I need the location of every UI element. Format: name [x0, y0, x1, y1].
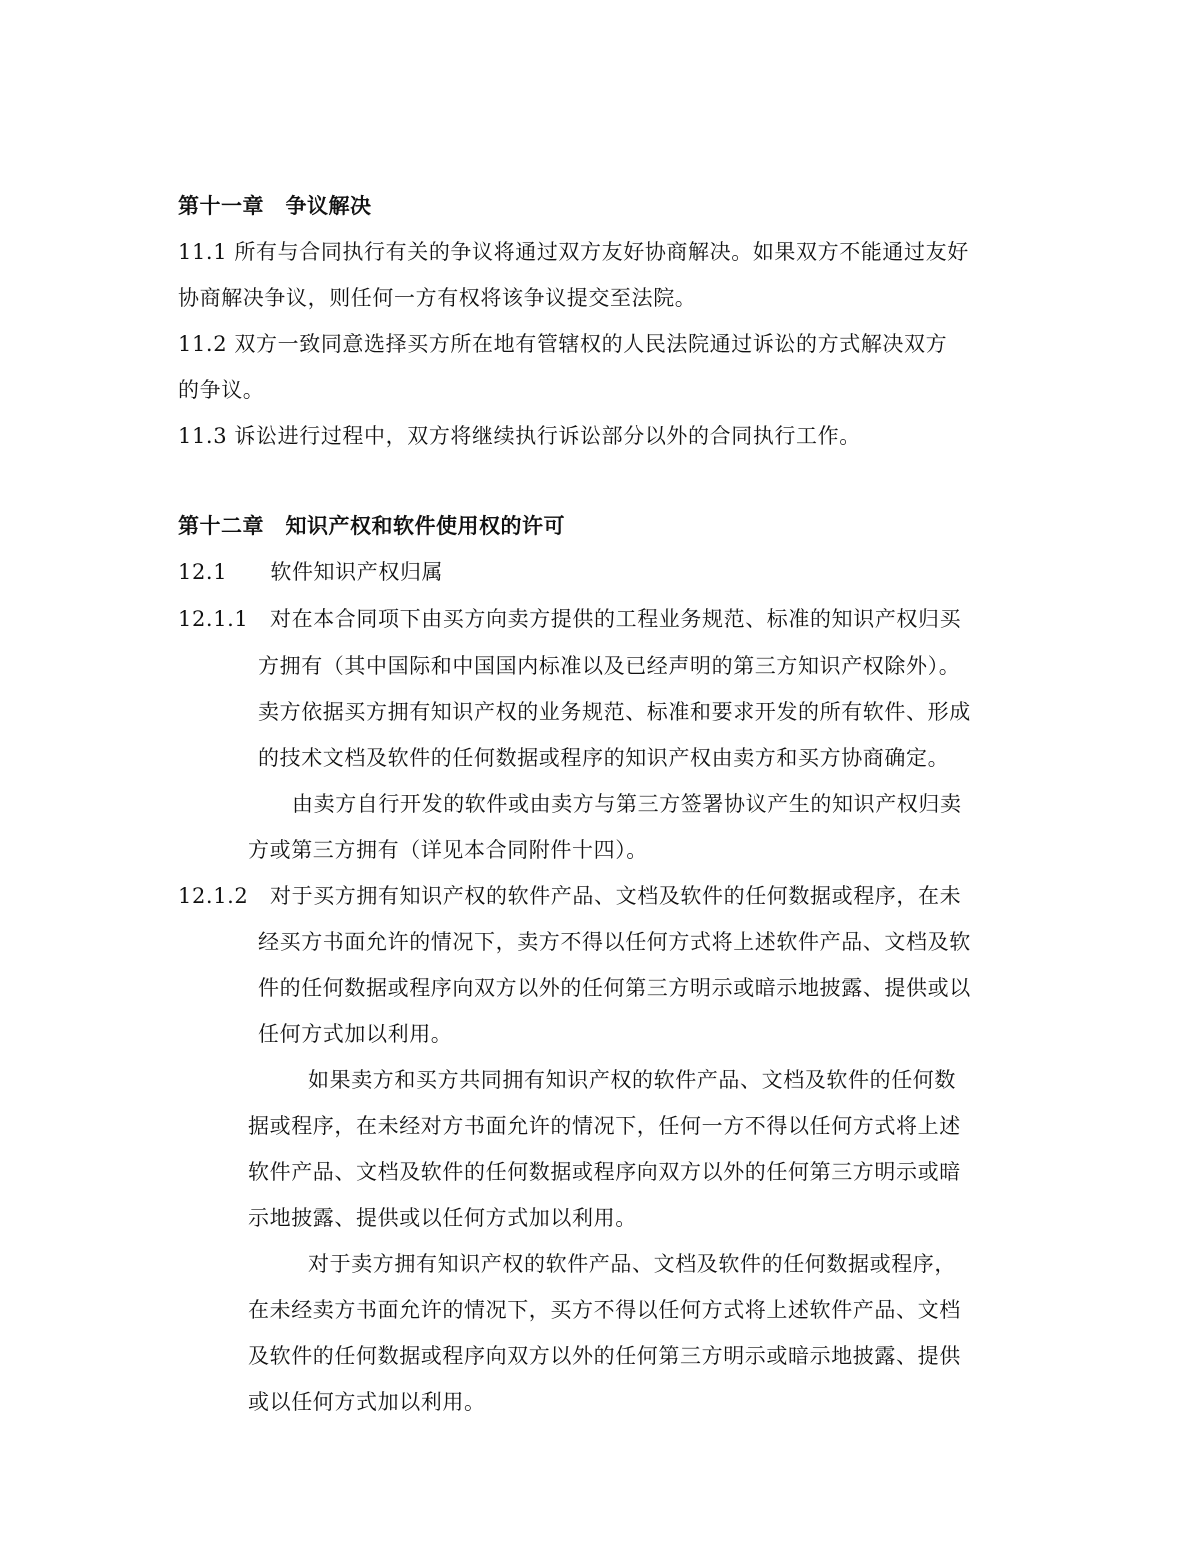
clause-12-1-1-line-5: 由卖方自行开发的软件或由卖方与第三方签署协议产生的知识产权归卖	[292, 792, 962, 816]
clause-12-1-2-line-5: 如果卖方和买方共同拥有知识产权的软件产品、文档及软件的任何数	[308, 1068, 956, 1092]
clause-12-1-1-line-1: 12.1.1 对在本合同项下由买方向卖方提供的工程业务规范、标准的知识产权归买	[178, 607, 962, 631]
clause-11-1-line-1: 11.1 所有与合同执行有关的争议将通过双方友好协商解决。如果双方不能通过友好	[178, 240, 969, 264]
clause-11-2-line-1: 11.2 双方一致同意选择买方所在地有管辖权的人民法院通过诉讼的方式解决双方	[178, 332, 948, 356]
clause-11-1-line-2: 协商解决争议，则任何一方有权将该争议提交至法院。	[178, 286, 697, 310]
chapter-12-title: 第十二章 知识产权和软件使用权的许可	[178, 513, 565, 538]
section-12-1-heading: 12.1 软件知识产权归属	[178, 560, 444, 584]
clause-12-1-1-line-3: 卖方依据买方拥有知识产权的业务规范、标准和要求开发的所有软件、形成	[258, 700, 971, 724]
clause-12-1-2-line-1: 12.1.2 对于买方拥有知识产权的软件产品、文档及软件的任何数据或程序，在未	[178, 884, 962, 908]
clause-12-1-2-line-9: 对于卖方拥有知识产权的软件产品、文档及软件的任何数据或程序，	[308, 1252, 956, 1276]
clause-12-1-2-line-11: 及软件的任何数据或程序向双方以外的任何第三方明示或暗示地披露、提供	[248, 1344, 961, 1368]
clause-11-3-line-1: 11.3 诉讼进行过程中，双方将继续执行诉讼部分以外的合同执行工作。	[178, 424, 861, 448]
clause-12-1-2-line-3: 件的任何数据或程序向双方以外的任何第三方明示或暗示地披露、提供或以	[258, 976, 971, 1000]
clause-12-1-2-line-7: 软件产品、文档及软件的任何数据或程序向双方以外的任何第三方明示或暗	[248, 1160, 961, 1184]
clause-12-1-2-line-2: 经买方书面允许的情况下，卖方不得以任何方式将上述软件产品、文档及软	[258, 930, 971, 954]
clause-12-1-2-line-10: 在未经卖方书面允许的情况下，买方不得以任何方式将上述软件产品、文档	[248, 1298, 961, 1322]
clause-11-2-line-2: 的争议。	[178, 378, 265, 402]
chapter-11-title: 第十一章 争议解决	[178, 193, 372, 218]
clause-12-1-1-line-4: 的技术文档及软件的任何数据或程序的知识产权由卖方和买方协商确定。	[258, 746, 950, 770]
clause-12-1-1-line-2: 方拥有（其中国际和中国国内标准以及已经声明的第三方知识产权除外）。	[258, 654, 961, 678]
clause-12-1-2-line-4: 任何方式加以利用。	[258, 1022, 453, 1046]
clause-12-1-2-line-6: 据或程序，在未经对方书面允许的情况下，任何一方不得以任何方式将上述	[248, 1114, 961, 1138]
clause-12-1-2-line-8: 示地披露、提供或以任何方式加以利用。	[248, 1206, 637, 1230]
clause-12-1-2-line-12: 或以任何方式加以利用。	[248, 1390, 486, 1414]
clause-12-1-1-line-6: 方或第三方拥有（详见本合同附件十四）。	[248, 838, 648, 862]
